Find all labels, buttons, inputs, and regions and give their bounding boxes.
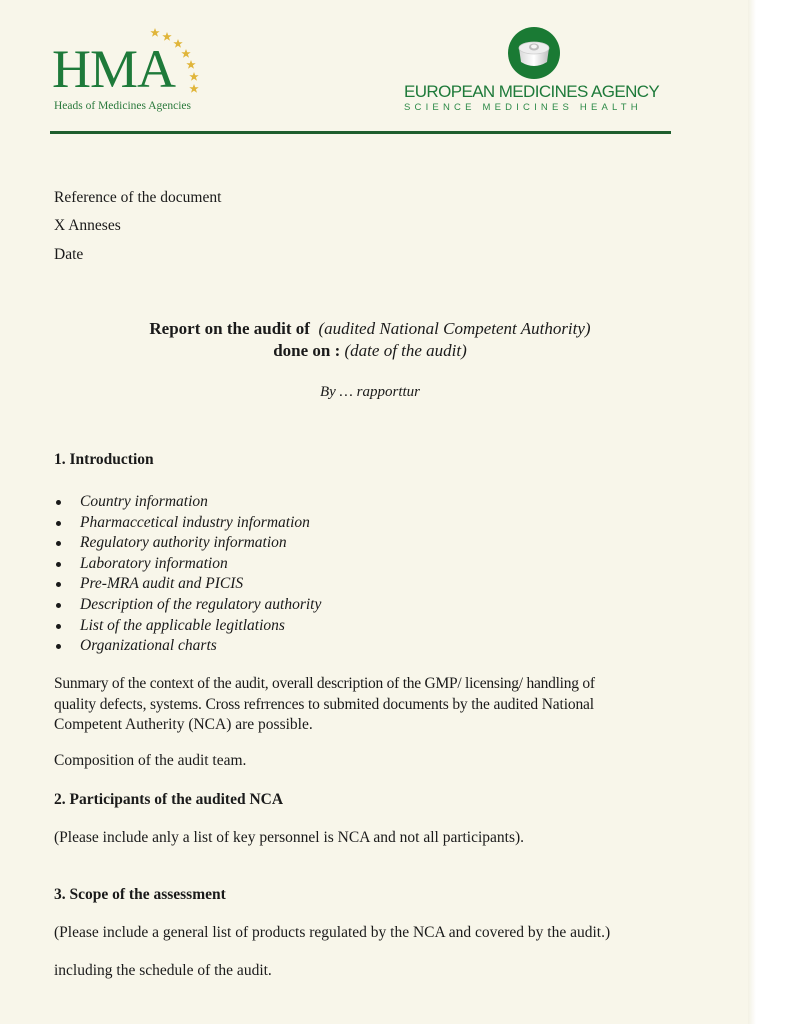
list-item-text: Organizational charts xyxy=(80,637,217,655)
page-edge xyxy=(748,0,756,1024)
bullet-icon xyxy=(56,624,61,629)
section-heading-scope: 3. Scope of the assessment xyxy=(54,886,226,903)
star-icon xyxy=(150,28,159,37)
list-item xyxy=(54,492,321,513)
section-heading-participants: 2. Participants of the audited NCA xyxy=(54,791,284,808)
summary-line: Sunmary of the context of the audit, overall description of the GMP/ licensing/ handling of xyxy=(54,675,595,692)
star-icon xyxy=(189,84,198,93)
report-title-line2 xyxy=(60,341,680,361)
audited-nca-placeholder: (audited National Competent Authority) xyxy=(318,319,591,338)
audit-team-composition: Composition of the audit team. xyxy=(54,752,247,769)
summary-line: quality defects, systems. Cross refrrences to submited documents by the audited National xyxy=(54,695,594,713)
hma-logo xyxy=(52,28,232,118)
section-heading-introduction: 1. Introduction xyxy=(54,451,154,468)
list-item xyxy=(54,554,321,575)
list-item-text: Pre-MRA audit and PICIS xyxy=(80,575,244,593)
list-item-text: Laboratory information xyxy=(80,554,228,572)
done-on-label: done on : xyxy=(273,341,341,360)
star-icon xyxy=(181,49,190,58)
ema-name: EUROPEAN MEDICINES AGENCY xyxy=(404,82,660,101)
summary-line: Competent Autherity (NCA) are possible. xyxy=(54,716,313,733)
bullet-icon xyxy=(56,541,61,546)
list-item-text: Description of the regulatory authority xyxy=(80,595,322,613)
list-item xyxy=(54,616,321,637)
bullet-icon xyxy=(56,582,61,587)
list-item-text: List of the applicable legitlations xyxy=(80,616,285,634)
list-item xyxy=(54,533,321,554)
list-item xyxy=(54,574,321,595)
audit-date-placeholder: (date of the audit) xyxy=(344,341,467,360)
bullet-icon xyxy=(56,562,61,567)
ema-tagline: SCIENCE MEDICINES HEALTH xyxy=(404,102,642,113)
report-title-line1 xyxy=(60,319,680,339)
hma-subtitle: Heads of Medicines Agencies xyxy=(54,100,192,112)
header-divider xyxy=(50,131,671,134)
annexes-count: X Anneses xyxy=(54,217,121,234)
document-date: Date xyxy=(54,246,84,263)
report-title-bold: Report on the audit of xyxy=(149,319,310,338)
list-item xyxy=(54,595,321,616)
list-item-text: Pharmaccetical industry information xyxy=(80,513,310,531)
scope-schedule: including the schedule of the audit. xyxy=(54,962,272,979)
scope-instructions: (Please include a general list of products regulated by the NCA and covered by the audit.) xyxy=(54,924,611,941)
ema-mortar-icon xyxy=(507,26,561,80)
bullet-icon xyxy=(56,603,61,608)
hma-logo-text: HMA xyxy=(52,39,176,99)
list-item-text: Regulatory authority information xyxy=(80,534,287,552)
list-item-text: Country information xyxy=(80,493,208,510)
rapporteur-line: By … rapporttur xyxy=(319,384,420,400)
introduction-bullet-list xyxy=(54,492,321,657)
bullet-icon xyxy=(56,644,61,649)
star-icon xyxy=(186,60,195,69)
participants-instructions: (Please include anly a list of key personnel is NCA and not all participants). xyxy=(54,829,525,846)
bullet-icon xyxy=(56,521,61,526)
document-reference: Reference of the document xyxy=(54,189,222,206)
introduction-summary xyxy=(54,674,694,736)
list-item xyxy=(54,636,321,657)
list-item xyxy=(54,513,321,534)
star-icon xyxy=(189,72,198,81)
bullet-icon xyxy=(56,500,61,505)
